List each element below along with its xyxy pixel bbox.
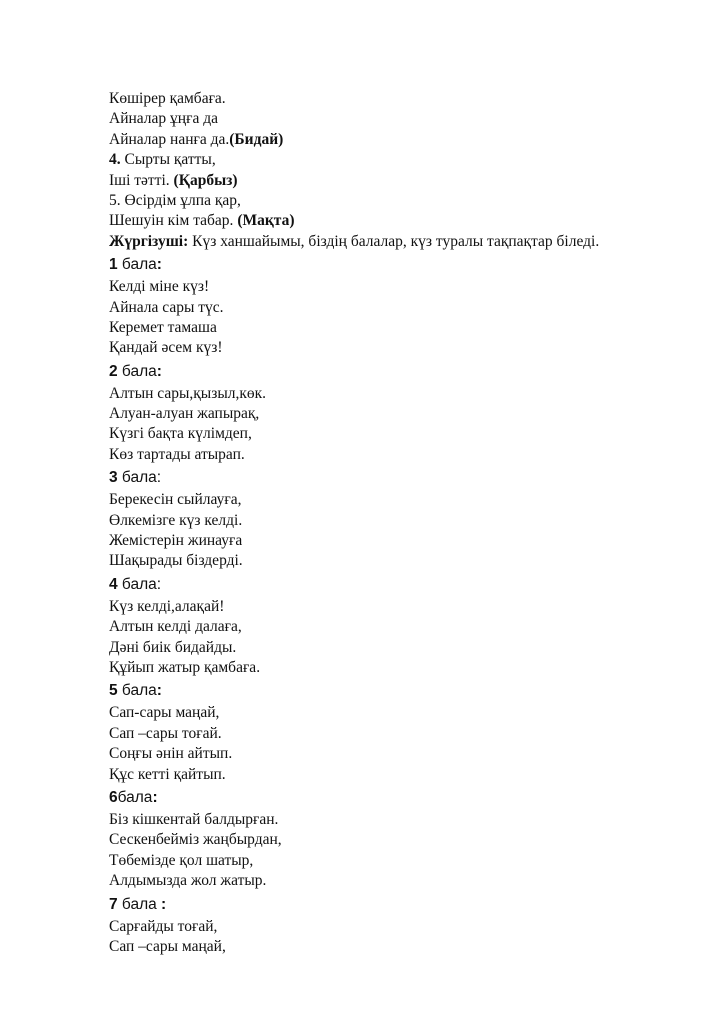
poems-section xyxy=(109,253,709,957)
poem-line: Берекесін сыйлауға, xyxy=(109,491,242,509)
host-label: Жүргізуші: xyxy=(109,232,189,250)
poem-heading xyxy=(109,253,709,277)
riddle-line xyxy=(109,211,709,231)
host-text: Күз ханшайымы, біздің балалар, күз туралы тақпақтар біледі. xyxy=(188,232,600,250)
poem-colon: : xyxy=(156,895,167,913)
poem-line: Сап –сары маңай, xyxy=(109,937,226,955)
riddle-text: Айналар нанға да. xyxy=(109,130,230,148)
riddle-line: 5. Өсірдім ұлпа қар, xyxy=(109,191,241,209)
poem-number: 7 xyxy=(109,895,118,913)
riddle-text: Сырты қатты, xyxy=(120,151,216,169)
poem-number: 5 xyxy=(109,682,118,700)
poem-heading xyxy=(109,360,709,384)
poem-line: Қандай әсем күз! xyxy=(109,339,223,357)
poem-line: Өлкемізге күз келді. xyxy=(109,511,243,529)
poem-colon: : xyxy=(156,469,162,487)
poem-colon: : xyxy=(156,575,162,593)
poem-line: Сарғайды тоғай, xyxy=(109,917,218,935)
poem-child-word: бала xyxy=(117,575,157,593)
poem-heading xyxy=(109,786,709,810)
poem-line: Төбемізде қол шатыр, xyxy=(109,851,254,869)
poem-line: Алдымызда жол жатыр. xyxy=(109,872,267,890)
poem-line: Керемет тамаша xyxy=(109,318,217,336)
poem-line: Алтын келді далаға, xyxy=(109,618,242,636)
poem-line: Сап-сары маңай, xyxy=(109,704,220,722)
poem-child-word: бала xyxy=(117,682,157,700)
poem-number: 1 xyxy=(109,256,118,274)
poem-line: Алтын сары,қызыл,көк. xyxy=(109,384,267,402)
poem-child-word: бала xyxy=(117,362,157,380)
poem-colon: : xyxy=(156,256,162,274)
riddle-line: Айналар ұңға да xyxy=(109,110,218,128)
riddle-number: 4. xyxy=(109,151,121,169)
poem-colon: : xyxy=(152,788,158,806)
poem-child-word: бала xyxy=(117,895,157,913)
poem-number: 2 xyxy=(109,362,118,380)
poem-number: 6 xyxy=(109,788,118,806)
poem-colon: : xyxy=(156,682,162,700)
poem-line: Көз тартады атырап. xyxy=(109,445,245,463)
poem-line: Сап –сары тоғай. xyxy=(109,724,222,742)
poem-heading xyxy=(109,466,709,490)
riddle-text: Шешуін кім табар. xyxy=(109,212,238,230)
poem-child-word: бала xyxy=(117,256,157,274)
riddle-line xyxy=(109,130,709,150)
poem-line: Күз келді,алақай! xyxy=(109,597,225,615)
poem-line: Күзгі бақта күлімдеп, xyxy=(109,425,252,443)
riddle-line xyxy=(109,150,709,170)
poem-line: Алуан-алуан жапырақ, xyxy=(109,405,260,423)
poem-line: Соңғы әнін айтып. xyxy=(109,745,233,763)
poem-line: Жемістерін жинауға xyxy=(109,532,243,550)
poem-heading xyxy=(109,893,709,917)
poem-heading xyxy=(109,573,709,597)
poem-number: 3 xyxy=(109,469,118,487)
poem-line: Келді міне күз! xyxy=(109,278,210,296)
riddle-line xyxy=(109,171,709,191)
poem-line: Айнала сары түс. xyxy=(109,298,224,316)
poem-heading xyxy=(109,679,709,703)
poem-number: 4 xyxy=(109,575,118,593)
poem-colon: : xyxy=(156,362,162,380)
poem-line: Біз кішкентай балдырған. xyxy=(109,810,279,828)
host-line xyxy=(109,232,709,252)
poem-child-word: бала xyxy=(117,469,157,487)
riddle-answer: (Бидай) xyxy=(229,130,284,148)
poem-line: Сескенбейміз жаңбырдан, xyxy=(109,831,282,849)
riddle-answer: (Қарбыз) xyxy=(173,171,238,189)
riddle-text: Іші тәтті. xyxy=(109,171,174,189)
poem-line: Құс кетті қайтып. xyxy=(109,765,226,783)
riddle-line: Көшірер қамбаға. xyxy=(109,90,226,107)
document-body xyxy=(109,89,709,957)
riddle-answer: (Мақта) xyxy=(237,212,295,230)
poem-line: Дәні биік бидайды. xyxy=(109,638,237,656)
poem-child-word: бала xyxy=(117,788,153,806)
poem-line: Құйып жатыр қамбаға. xyxy=(109,658,261,676)
poem-line: Шақырады біздерді. xyxy=(109,552,243,570)
